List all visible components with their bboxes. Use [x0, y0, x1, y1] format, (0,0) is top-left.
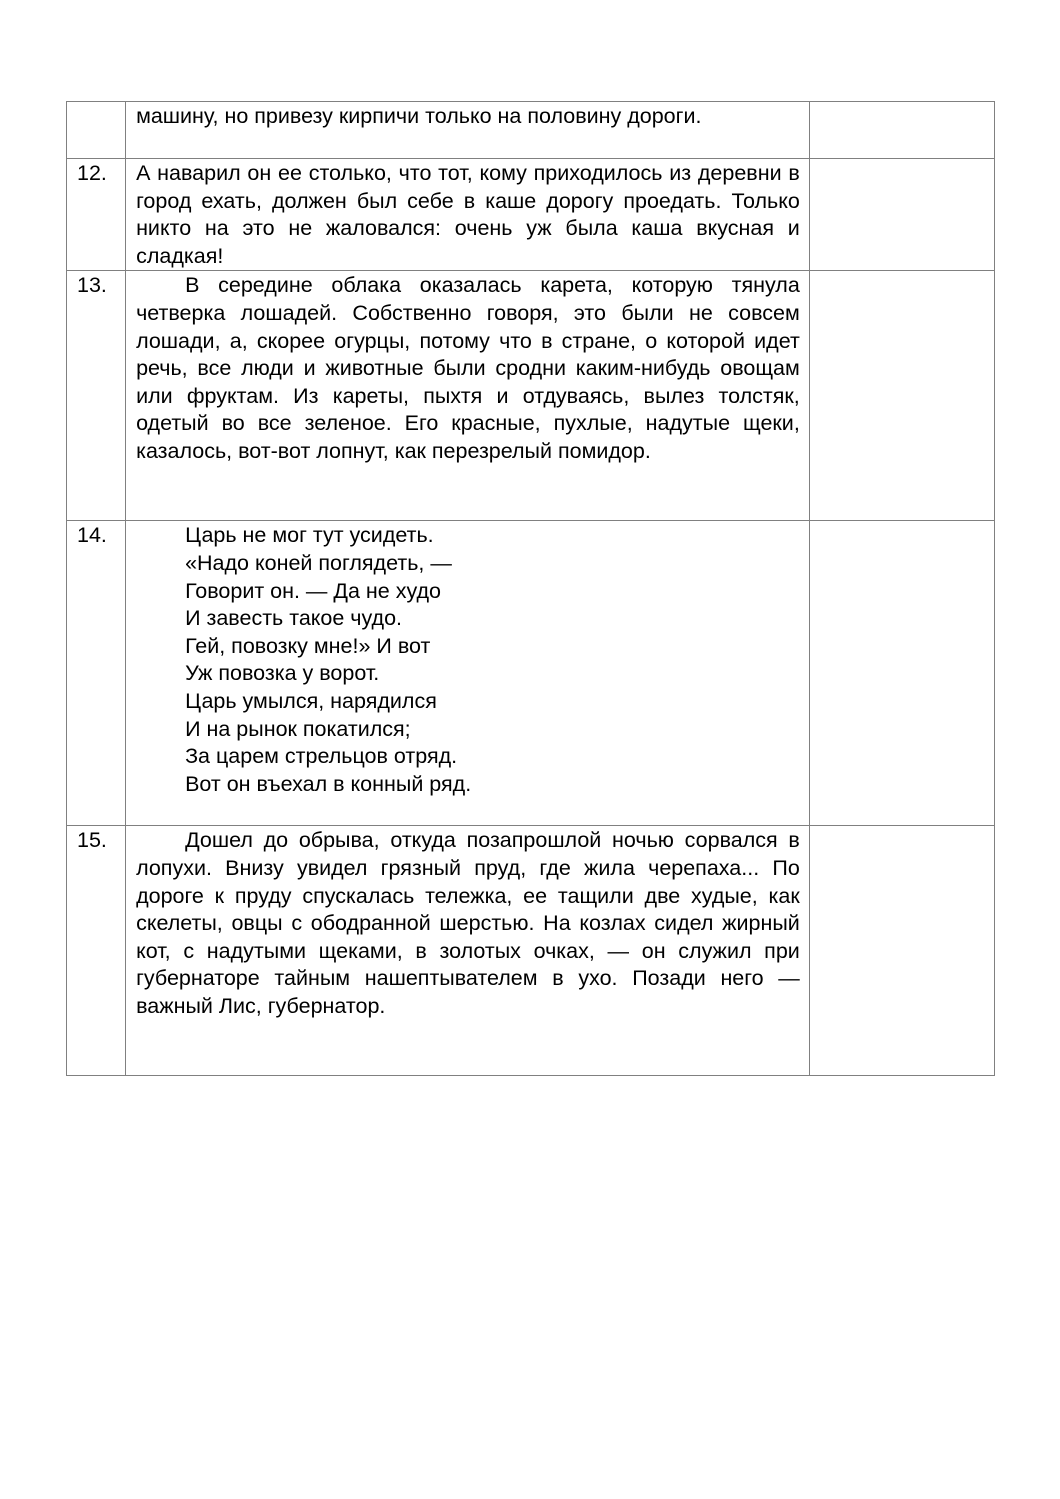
row-text-cell — [126, 271, 810, 521]
poem-line: Царь умылся, нарядился — [185, 688, 437, 713]
table-row-12 — [67, 159, 995, 271]
poem-line: Уж повозка у ворот. — [185, 661, 380, 686]
row-paragraph: В середине облака оказалась карета, которую тянула четверка лошадей. Собственно говоря, это были не совсем лошади, а, скорее огурцы, потому что в стране, о которой идет речь, все люди и животные были сродни каким-нибудь овощам или фруктам. Из кареты, пыхтя и отдуваясь, вылез толстяк, одетый во все зеленое. Его красные, пухлые, надутые щеки, казалось, вот-вот лопнут, как перезрелый помидор. — [136, 273, 800, 463]
row-text-cell — [126, 102, 810, 159]
row-number — [67, 102, 126, 159]
row-number: 15. — [67, 826, 126, 1076]
row-paragraph: машину, но привезу кирпичи только на половину дороги. — [136, 104, 702, 128]
answer-cell — [809, 102, 994, 159]
table-row-13 — [67, 271, 995, 521]
poem-line: За царем стрельцов отряд. — [185, 744, 458, 769]
answer-cell — [809, 159, 994, 271]
poem-line: Вот он въехал в конный ряд. — [185, 771, 472, 796]
row-number: 12. — [67, 159, 126, 271]
row-text-cell — [126, 521, 810, 826]
table-row-14 — [67, 521, 995, 826]
poem-line: Гей, повозку мне!» И вот — [185, 633, 431, 658]
row-paragraph: А наварил он ее столько, что тот, кому приходилось из деревни в город ехать, должен был себе в каше дорогу проедать. Только никто на это не жаловался: очень уж была каша вкусная и сладкая! — [136, 161, 800, 268]
row-paragraph: Дошел до обрыва, откуда позапрошлой ночью сорвался в лопухи. Внизу увидел грязный пруд, где жила черепаха... По дороге к пруду спускалась тележка, ее тащили две худые, как скелеты, овцы с ободранной шерстью. На козлах сидел жирный кот, с надутыми щеками, в золотых очках, — он служил при губернаторе тайным нашептывателем в ухо. Позади него — важный Лис, губернатор. — [136, 828, 800, 1018]
row-number: 14. — [67, 521, 126, 826]
table-row-continuation — [67, 102, 995, 159]
answer-table — [66, 101, 995, 1076]
poem-line: Говорит он. — Да не худо — [185, 578, 441, 603]
answer-cell — [809, 826, 994, 1076]
row-text-cell — [126, 159, 810, 271]
row-text-cell — [126, 826, 810, 1076]
row-number: 13. — [67, 271, 126, 521]
poem-line: И завесть такое чудо. — [185, 606, 403, 631]
answer-cell — [809, 271, 994, 521]
poem — [136, 522, 800, 798]
answer-cell — [809, 521, 994, 826]
poem-line: И на рынок покатился; — [185, 716, 411, 741]
poem-line: Царь не мог тут усидеть. — [185, 523, 434, 548]
table-row-15 — [67, 826, 995, 1076]
poem-line: «Надо коней поглядеть, — — [185, 550, 452, 575]
